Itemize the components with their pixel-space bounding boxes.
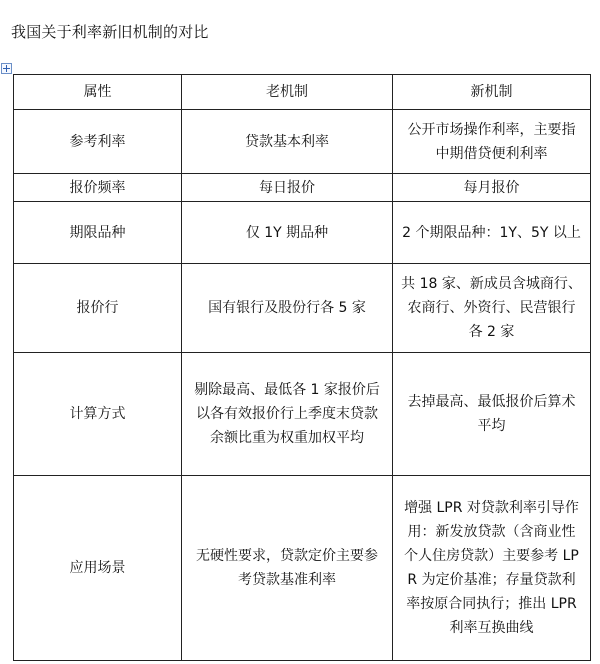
cell-attr: 报价频率 [14, 174, 182, 202]
table-header-row [14, 75, 591, 110]
cell-new: 公开市场操作利率，主要指中期借贷便利利率 [393, 110, 591, 174]
table-row [14, 353, 591, 476]
header-attribute: 属性 [14, 75, 182, 110]
table-row [14, 110, 591, 174]
table-row [14, 174, 591, 202]
cell-old: 每日报价 [182, 174, 393, 202]
cell-attr: 报价行 [14, 264, 182, 353]
cell-attr: 应用场景 [14, 476, 182, 661]
cell-old: 剔除最高、最低各 1 家报价后以各有效报价行上季度末贷款余额比重为权重加权平均 [182, 353, 393, 476]
table-row [14, 202, 591, 264]
header-old-mechanism: 老机制 [182, 75, 393, 110]
cell-new: 每月报价 [393, 174, 591, 202]
cell-attr: 期限品种 [14, 202, 182, 264]
cell-new: 去掉最高、最低报价后算术平均 [393, 353, 591, 476]
cell-attr: 计算方式 [14, 353, 182, 476]
cell-new: 2 个期限品种：1Y、5Y 以上 [393, 202, 591, 264]
table-move-handle-icon[interactable] [1, 63, 12, 74]
cell-old: 仅 1Y 期品种 [182, 202, 393, 264]
comparison-table [13, 74, 591, 661]
cell-old: 贷款基本利率 [182, 110, 393, 174]
document-title: 我国关于利率新旧机制的对比 [11, 23, 209, 41]
cell-new: 共 18 家、新成员含城商行、农商行、外资行、民营银行各 2 家 [393, 264, 591, 353]
table-row [14, 264, 591, 353]
cell-new: 增强 LPR 对贷款利率引导作用：新发放贷款（含商业性个人住房贷款）主要参考 LPR 为定价基准；存量贷款利率按原合同执行；推出 LPR 利率互换曲线 [393, 476, 591, 661]
table-row [14, 476, 591, 661]
cell-attr: 参考利率 [14, 110, 182, 174]
cell-old: 无硬性要求，贷款定价主要参考贷款基准利率 [182, 476, 393, 661]
cell-old: 国有银行及股份行各 5 家 [182, 264, 393, 353]
header-new-mechanism: 新机制 [393, 75, 591, 110]
